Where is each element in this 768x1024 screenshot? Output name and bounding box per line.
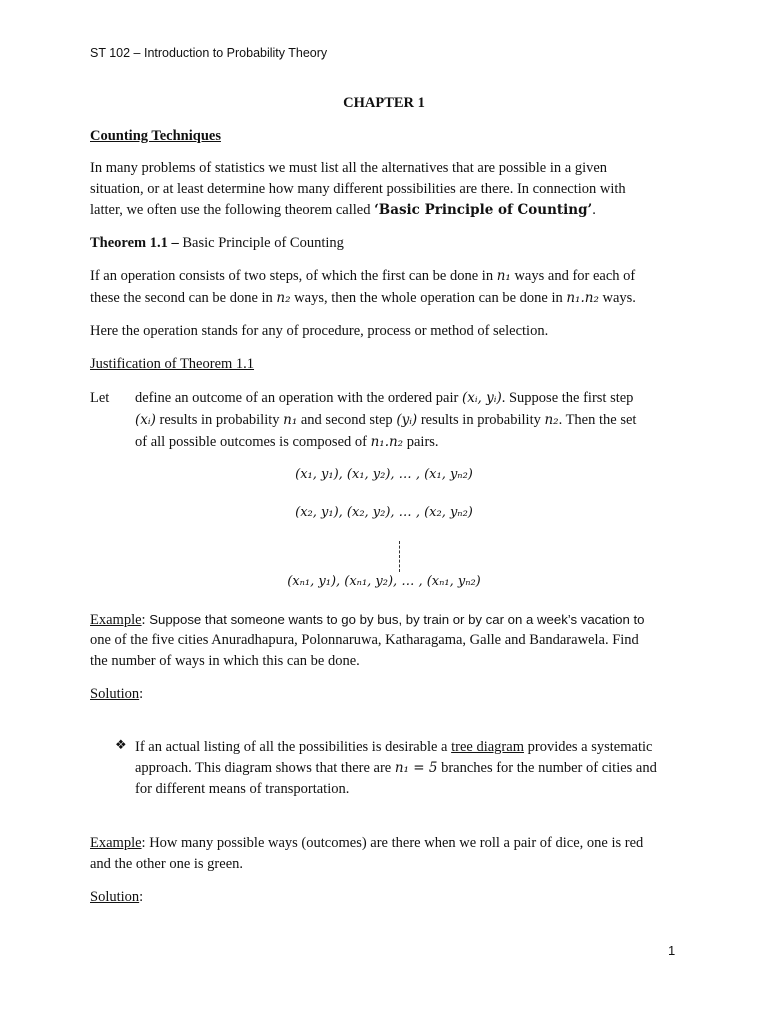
theorem-title: Theorem 1.1 – Basic Principle of Counting	[90, 235, 344, 251]
bullet-line-2: approach. This diagram shows that there are n₁ = 5 branches for the number of cities and	[135, 760, 657, 776]
justification-line-3: of all possible outcomes is composed of n₁.n₂ pairs.	[135, 434, 439, 450]
outcome-row-2: (x₂, y₁), (x₂, y₂), … , (x₂, yₙ₂)	[295, 505, 473, 520]
solution2-label: Solution:	[90, 889, 144, 905]
intro-line-2: situation, or at least determine how many different possibilities are there. In connection with	[90, 181, 626, 197]
tree-diagram-term: tree diagram	[451, 739, 524, 755]
diamond-bullet-icon: ❖	[115, 738, 127, 753]
justification-line-2: (xᵢ) results in probability n₁ and second step (yᵢ) results in probability n₂. Then the set	[135, 412, 637, 428]
intro-line-3: latter, we often use the following theorem called ‘Basic Principle of Counting’.	[90, 202, 596, 218]
intro-line-1: In many problems of statistics we must list all the alternatives that are possible in a given	[90, 160, 608, 176]
page-number: 1	[668, 943, 676, 958]
vertical-ellipsis	[399, 541, 400, 572]
bullet-line-1: If an actual listing of all the possibilities is desirable a tree diagram provides a systematic	[135, 739, 653, 755]
document-header: ST 102 – Introduction to Probability Theory	[90, 46, 328, 60]
theorem-line-1: If an operation consists of two steps, of which the first can be done in n₁ ways and for each of	[90, 268, 636, 284]
section-title: Counting Techniques	[90, 128, 221, 144]
chapter-heading: CHAPTER 1	[343, 95, 425, 111]
justification-title: Justification of Theorem 1.1	[90, 356, 255, 372]
outcome-row-1: (x₁, y₁), (x₁, y₂), … , (x₁, yₙ₂)	[295, 467, 473, 482]
solution1-label: Solution:	[90, 686, 144, 702]
theorem-line-2: these the second can be done in n₂ ways, then the whole operation can be done in n₁.n₂ ways.	[90, 290, 636, 306]
example1-line-3: the number of ways in which this can be done.	[90, 653, 360, 669]
let-label: Let	[90, 390, 110, 406]
example1-line-1: Example: Suppose that someone wants to go by bus, by train or by car on a week’s vacation to	[90, 612, 645, 628]
bullet-line-3: for different means of transportation.	[135, 781, 350, 797]
example1-line-2: one of the five cities Anuradhapura, Polonnaruwa, Katharagama, Galle and Bandarawela. Find	[90, 632, 639, 648]
justification-line-1: define an outcome of an operation with the ordered pair (xᵢ, yᵢ). Suppose the first step	[135, 390, 634, 406]
example2-line-2: and the other one is green.	[90, 856, 244, 872]
example2-line-1: Example: How many possible ways (outcomes) are there when we roll a pair of dice, one is red	[90, 835, 644, 851]
outcome-row-n: (xₙ₁, y₁), (xₙ₁, y₂), … , (xₙ₁, yₙ₂)	[287, 574, 481, 589]
operation-note: Here the operation stands for any of procedure, process or method of selection.	[90, 323, 549, 339]
basic-principle-term: ‘Basic Principle of Counting’	[374, 202, 593, 218]
